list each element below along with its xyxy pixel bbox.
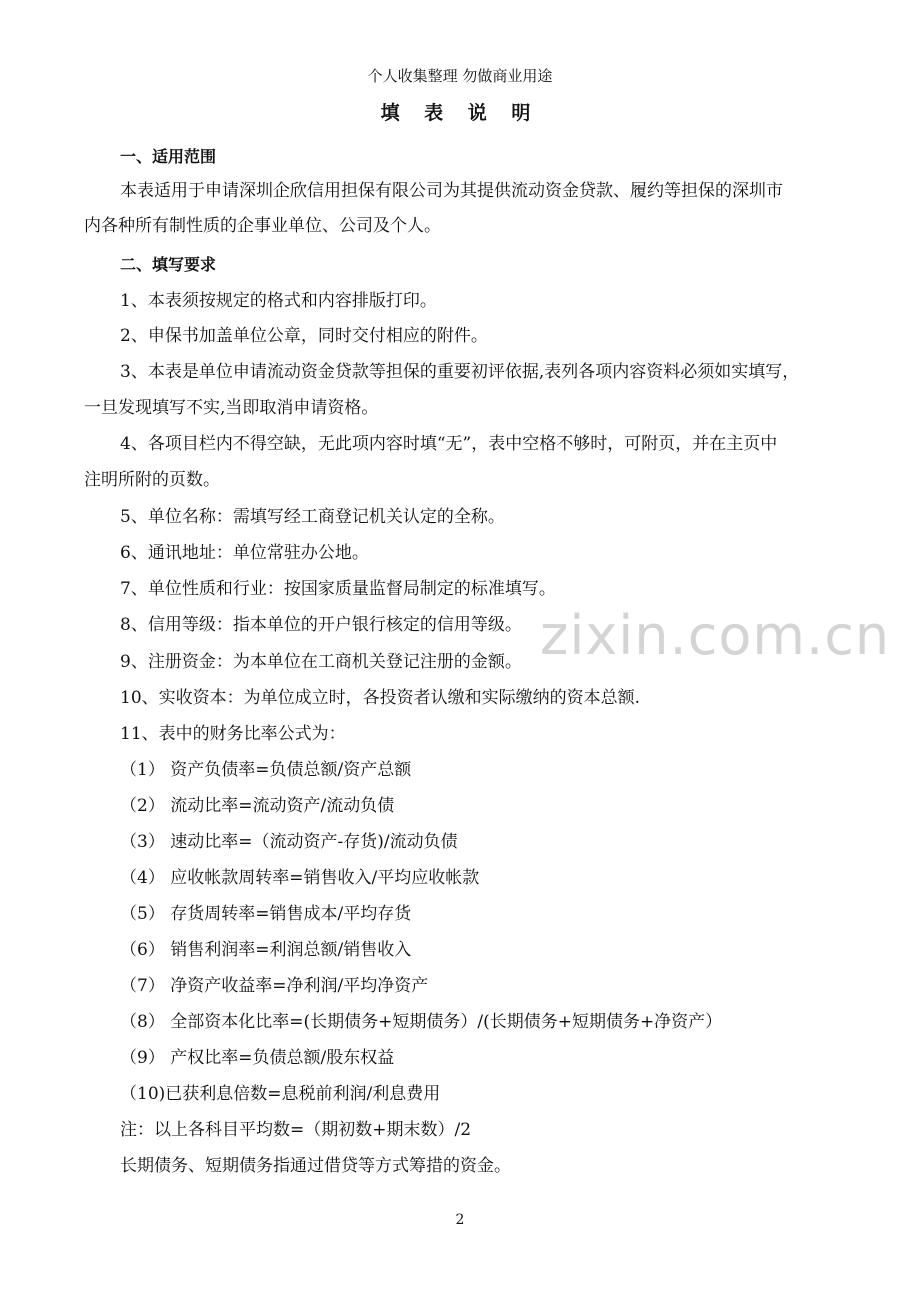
paragraph-line: 本表适用于申请深圳企欣信用担保有限公司为其提供流动资金贷款、履约等担保的深圳市 [120, 181, 783, 201]
requirement-item: 1、本表须按规定的格式和内容排版打印。 [120, 291, 437, 311]
formula-item: （6） 销售利润率=利润总额/销售收入 [120, 940, 412, 960]
note-line: 长期债务、短期债务指通过借贷等方式筹措的资金。 [120, 1156, 511, 1176]
formula-item: （2） 流动比率=流动资产/流动负债 [120, 796, 395, 816]
page-title: 填 表 说 明 [380, 102, 540, 124]
formula-item: （7） 净资产收益率=净利润/平均净资产 [120, 976, 429, 996]
requirement-item: 7、单位性质和行业：按国家质量监督局制定的标准填写。 [120, 579, 556, 599]
formula-item: （10)已获利息倍数=息税前利润/利息费用 [120, 1084, 441, 1104]
requirement-item: 10、实收资本：为单位成立时，各投资者认缴和实际缴纳的资本总额. [120, 688, 641, 708]
formula-item: （1） 资产负债率=负债总额/资产总额 [120, 760, 412, 780]
requirement-item-continued: 注明所附的页数。 [84, 470, 220, 490]
section-heading-requirements: 二、填写要求 [120, 255, 217, 274]
requirement-item: 2、申保书加盖单位公章，同时交付相应的附件。 [120, 326, 488, 346]
requirement-item: 6、通讯地址：单位常驻办公地。 [120, 543, 369, 563]
requirement-item: 9、注册资金：为本单位在工商机关登记注册的金额。 [120, 652, 522, 672]
requirement-item: 8、信用等级：指本单位的开户银行核定的信用等级。 [120, 615, 522, 635]
watermark: zixin.com.cn [540, 604, 891, 667]
requirement-item-continued: 一旦发现填写不实,当即取消申请资格。 [84, 398, 379, 418]
formula-item: （8） 全部资本化比率=(长期债务+短期债务）/(长期债务+短期债务+净资产） [120, 1012, 723, 1032]
requirement-item: 3、本表是单位申请流动资金贷款等担保的重要初评依据,表列各项内容资料必须如实填写， [120, 362, 800, 382]
formula-item: （3） 速动比率=（流动资产-存货)/流动负债 [120, 832, 458, 852]
page-header: 个人收集整理 勿做商业用途 [367, 67, 553, 85]
note-line: 注：以上各科目平均数=（期初数+期末数）/2 [120, 1120, 472, 1140]
requirement-item: 4、各项目栏内不得空缺，无此项内容时填“无”，表中空格不够时，可附页，并在主页中 [120, 434, 778, 454]
formula-item: （4） 应收帐款周转率=销售收入/平均应收帐款 [120, 868, 480, 888]
requirement-item: 11、表中的财务比率公式为： [120, 724, 346, 744]
paragraph-line: 内各种所有制性质的企事业单位、公司及个人。 [84, 216, 441, 236]
formula-item: （5） 存货周转率=销售成本/平均存货 [120, 904, 412, 924]
page-number: 2 [455, 1212, 465, 1228]
section-heading-scope: 一、适用范围 [120, 147, 217, 166]
requirement-item: 5、单位名称：需填写经工商登记机关认定的全称。 [120, 507, 505, 527]
formula-item: （9） 产权比率=负债总额/股东权益 [120, 1048, 395, 1068]
